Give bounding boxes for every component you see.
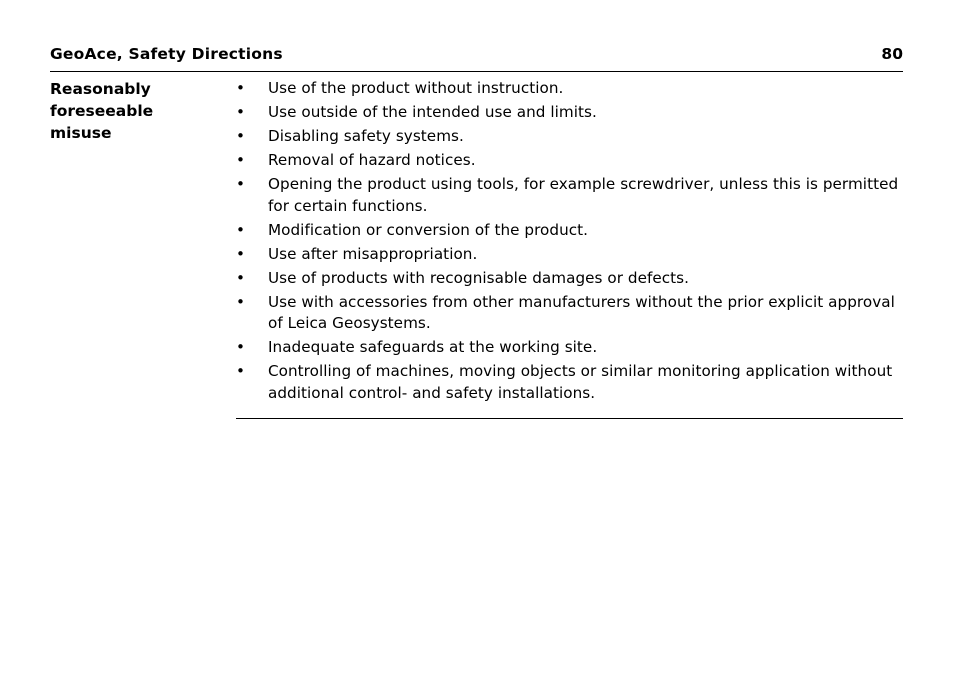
bullet-icon: •	[236, 292, 246, 311]
bullet-icon: •	[236, 127, 246, 145]
list-item-text: Use of the product without instruction.	[268, 79, 564, 97]
page-header	[50, 44, 903, 72]
list-item-text: Opening the product using tools, for example screwdriver, unless this is permitted for certain functions.	[268, 175, 899, 215]
section-heading	[50, 78, 220, 144]
list-item-text: Inadequate safeguards at the working site.	[268, 338, 598, 356]
list-item-text: Disabling safety systems.	[268, 127, 464, 145]
list-item	[236, 102, 903, 124]
section-heading-line: foreseeable	[50, 102, 154, 120]
list-item	[236, 150, 903, 172]
list-item-text: Removal of hazard notices.	[268, 151, 476, 169]
list-item	[236, 126, 903, 148]
bullet-icon: •	[236, 103, 246, 121]
section-heading-line: Reasonably	[50, 80, 151, 98]
list-item	[236, 244, 903, 266]
section-heading-line: misuse	[50, 124, 112, 142]
list-item-text: Use after misappropriation.	[268, 244, 478, 263]
bullet-icon: •	[236, 220, 246, 239]
list-item	[236, 220, 903, 242]
bullet-icon: •	[236, 151, 246, 169]
list-item-text: Modification or conversion of the product.	[268, 220, 589, 239]
list-item-text: Use outside of the intended use and limits.	[268, 103, 597, 121]
bullet-icon: •	[236, 362, 246, 380]
bullet-icon: •	[236, 244, 246, 263]
bullet-icon: •	[236, 268, 246, 287]
page-number: 80	[881, 45, 903, 63]
list-item-text: Use of products with recognisable damages or defects.	[268, 268, 690, 287]
list-item	[236, 78, 903, 100]
list-item	[236, 174, 903, 217]
bullet-icon: •	[236, 79, 246, 97]
misuse-list	[236, 78, 903, 407]
bullet-icon: •	[236, 175, 246, 193]
bullet-icon: •	[236, 338, 246, 356]
section-divider	[236, 418, 903, 419]
list-item	[236, 268, 903, 290]
list-item	[236, 292, 903, 335]
list-item	[236, 361, 903, 404]
list-item	[236, 337, 903, 359]
page-title: GeoAce, Safety Directions	[50, 45, 283, 63]
list-item-text: Use with accessories from other manufacturers without the prior explicit approval of Leica Geosystems.	[268, 292, 895, 332]
list-item-text: Controlling of machines, moving objects or similar monitoring application without additional control- and safety installations.	[268, 362, 893, 402]
